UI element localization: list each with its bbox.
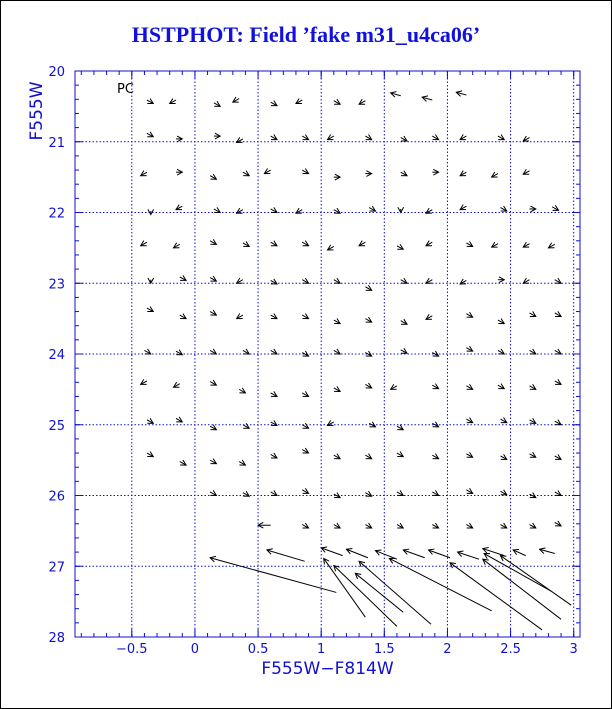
displacement-vector — [180, 460, 186, 465]
displacement-vector — [328, 245, 334, 250]
displacement-vector — [346, 549, 367, 558]
displacement-vector — [555, 349, 561, 354]
displacement-vector — [432, 135, 438, 140]
y-tick-labels — [48, 65, 65, 646]
displacement-vector — [466, 452, 472, 457]
displacement-vector — [460, 205, 466, 210]
displacement-vector — [210, 239, 216, 244]
displacement-vector — [555, 379, 561, 384]
displacement-vector — [466, 418, 472, 423]
displacement-vector — [432, 422, 438, 427]
displacement-vector — [523, 136, 529, 141]
displacement-vector — [170, 98, 176, 103]
displacement-vector — [365, 317, 371, 322]
displacement-vector — [365, 351, 371, 356]
displacement-vector — [334, 278, 340, 283]
displacement-vector — [432, 523, 438, 528]
displacement-vector — [530, 418, 536, 423]
displacement-vector — [397, 523, 403, 528]
displacement-vector — [296, 98, 302, 103]
displacement-vector — [500, 490, 506, 495]
displacement-vector — [302, 169, 308, 174]
displacement-vector — [141, 379, 147, 384]
displacement-vector — [210, 425, 216, 430]
displacement-vector — [365, 135, 371, 140]
displacement-vector — [555, 311, 561, 316]
displacement-vector — [552, 205, 558, 210]
displacement-vector — [426, 278, 432, 283]
displacement-vector — [460, 279, 466, 284]
displacement-vector — [271, 490, 277, 495]
displacement-vector — [210, 490, 216, 495]
displacement-vector — [530, 384, 536, 389]
displacement-vector — [302, 314, 308, 319]
displacement-vector — [397, 244, 403, 249]
displacement-vector — [398, 207, 404, 212]
displacement-vector — [391, 384, 397, 389]
displacement-vector — [210, 276, 216, 281]
y-tick-label: 20 — [48, 65, 65, 80]
displacement-vector — [243, 349, 249, 354]
x-axis-title: F555W−F814W — [261, 659, 394, 679]
displacement-vector — [334, 566, 397, 627]
displacement-vector — [426, 314, 432, 319]
displacement-vector — [148, 209, 154, 214]
displacement-vector — [365, 454, 371, 459]
displacement-vector — [302, 448, 308, 453]
displacement-vector — [555, 454, 561, 459]
displacement-vector — [243, 171, 249, 176]
displacement-vector — [321, 547, 342, 556]
displacement-vector — [302, 391, 308, 396]
displacement-vector — [210, 349, 216, 354]
y-tick-label: 23 — [48, 277, 65, 293]
displacement-vector — [359, 241, 365, 246]
displacement-vector — [271, 101, 277, 106]
displacement-vector — [500, 206, 506, 211]
displacement-vector — [548, 243, 554, 248]
y-tick-label: 24 — [48, 348, 65, 363]
displacement-vector — [334, 318, 340, 323]
displacement-vector — [147, 452, 153, 457]
displacement-vector — [173, 243, 179, 248]
displacement-vector — [365, 285, 371, 290]
displacement-vector — [466, 523, 472, 528]
displacement-vector — [365, 523, 371, 528]
displacement-vector — [466, 241, 472, 246]
displacement-vector — [210, 556, 336, 592]
displacement-vector — [500, 523, 506, 528]
displacement-vector — [391, 92, 401, 98]
chart-title: HSTPHOT: Field ’fake m31_u4ca06’ — [131, 22, 481, 47]
displacement-vector — [334, 454, 340, 459]
panel-label: PC — [117, 82, 134, 97]
displacement-vector — [264, 169, 270, 174]
y-tick-label: 25 — [48, 418, 65, 434]
displacement-vector — [401, 171, 407, 176]
x-tick-label: 0.5 — [247, 642, 269, 657]
displacement-vector — [513, 550, 526, 556]
displacement-vector — [173, 382, 179, 387]
displacement-vector — [555, 490, 561, 495]
displacement-vector — [555, 278, 561, 283]
displacement-vector — [432, 169, 438, 175]
displacement-vector — [500, 454, 506, 459]
displacement-vector — [460, 171, 466, 176]
displacement-vector — [214, 133, 220, 139]
displacement-vector — [302, 241, 308, 246]
displacement-vector — [210, 459, 216, 464]
y-tick-label: 27 — [48, 560, 65, 576]
x-tick-label: −0.5 — [116, 642, 148, 657]
displacement-vector — [401, 319, 407, 324]
displacement-vector — [302, 278, 308, 283]
displacement-vector — [498, 349, 504, 354]
displacement-vector — [466, 312, 472, 317]
displacement-vector — [369, 422, 375, 427]
displacement-vector — [432, 490, 438, 495]
vector-shaft — [334, 566, 397, 627]
displacement-vector — [147, 418, 153, 423]
displacement-vector — [180, 275, 186, 280]
displacement-vector — [214, 207, 220, 212]
displacement-vector — [401, 278, 407, 283]
displacement-vector — [302, 135, 308, 140]
displacement-vector — [334, 523, 340, 528]
displacement-vector — [530, 452, 536, 457]
y-tick-label: 28 — [48, 631, 65, 646]
displacement-vector — [530, 206, 536, 212]
displacement-vector — [530, 311, 536, 316]
displacement-vector — [271, 241, 277, 246]
displacement-vector — [176, 205, 182, 210]
displacement-vector — [214, 101, 220, 106]
displacement-vector — [302, 423, 308, 428]
displacement-vector — [492, 242, 498, 247]
displacement-vector — [271, 453, 277, 458]
displacement-vector — [147, 132, 153, 137]
displacement-vector — [334, 386, 340, 391]
displacement-vector — [432, 351, 438, 356]
displacement-vector — [302, 351, 308, 356]
x-tick-label: 2.5 — [500, 642, 521, 657]
displacement-vector — [237, 314, 243, 319]
displacement-vector — [498, 384, 504, 389]
x-tick-labels — [116, 642, 578, 657]
displacement-vector — [141, 171, 147, 176]
displacement-vector — [334, 349, 340, 354]
displacement-vector — [144, 349, 150, 354]
displacement-vector — [359, 99, 365, 104]
displacement-vector — [498, 318, 504, 323]
displacement-vector — [239, 388, 245, 393]
displacement-vector — [523, 278, 529, 283]
displacement-vector — [460, 135, 466, 140]
displacement-vector — [555, 521, 561, 526]
displacement-vector — [359, 561, 431, 624]
displacement-vector — [432, 454, 438, 459]
displacement-vector — [555, 420, 561, 425]
displacement-vector — [365, 383, 371, 388]
displacement-vector — [258, 522, 271, 528]
displacement-vector — [375, 550, 396, 559]
displacement-vector — [432, 384, 438, 389]
displacement-vector — [210, 174, 216, 179]
displacement-vector — [458, 551, 479, 559]
x-tick-label: 1 — [317, 642, 326, 657]
displacement-vector — [334, 99, 340, 104]
x-tick-label: 2 — [443, 642, 452, 657]
x-tick-label: 0 — [190, 642, 200, 657]
displacement-vector — [422, 96, 432, 102]
vector-shaft — [483, 559, 561, 619]
displacement-vector — [500, 418, 506, 423]
y-tick-label: 22 — [48, 206, 65, 222]
displacement-vector — [147, 306, 153, 311]
y-tick-label: 21 — [48, 135, 65, 151]
displacement-vector — [334, 493, 340, 498]
displacement-vector — [243, 241, 249, 246]
displacement-vector — [141, 241, 147, 246]
displacement-vector — [148, 278, 154, 283]
displacement-vector — [456, 91, 466, 97]
x-tick-label: 3 — [569, 642, 578, 657]
displacement-vector — [210, 310, 216, 315]
vector-shaft — [210, 558, 336, 593]
displacement-vector — [426, 241, 432, 246]
displacement-vector — [243, 423, 249, 428]
vector-series — [141, 91, 572, 630]
displacement-vector — [271, 207, 277, 212]
y-tick-label: 26 — [48, 489, 65, 505]
displacement-vector — [365, 171, 371, 177]
displacement-vector — [530, 349, 536, 354]
displacement-vector — [271, 349, 277, 354]
displacement-vector — [397, 452, 403, 457]
displacement-vector — [498, 135, 504, 140]
displacement-vector — [176, 417, 182, 422]
displacement-vector — [540, 548, 555, 554]
displacement-vector — [302, 523, 308, 528]
displacement-vector — [237, 278, 243, 283]
displacement-vector — [466, 384, 472, 389]
displacement-vector — [210, 380, 216, 385]
displacement-vector — [324, 558, 366, 617]
displacement-vector — [403, 549, 424, 558]
displacement-vector — [466, 488, 472, 493]
displacement-vector — [397, 490, 403, 495]
displacement-vector — [369, 206, 375, 211]
displacement-vector — [271, 314, 277, 319]
displacement-vector — [334, 174, 340, 180]
displacement-vector — [498, 277, 504, 283]
displacement-vector — [397, 425, 403, 430]
displacement-vector — [466, 346, 472, 351]
displacement-vector — [147, 98, 153, 103]
displacement-vector — [239, 460, 245, 465]
displacement-vector — [233, 97, 239, 102]
displacement-vector — [176, 136, 182, 142]
displacement-vector — [271, 135, 277, 140]
displacement-vector — [302, 488, 308, 493]
displacement-vector — [530, 523, 536, 528]
vector-shaft — [324, 558, 366, 617]
displacement-vector — [401, 348, 407, 353]
displacement-vector — [523, 169, 529, 174]
vector-shaft — [359, 561, 431, 624]
displacement-vector — [176, 169, 182, 175]
y-axis-title: F555W — [27, 81, 47, 141]
x-tick-label: 1.5 — [373, 642, 395, 657]
displacement-vector — [267, 549, 305, 562]
displacement-vector — [401, 136, 407, 141]
displacement-vector — [483, 559, 561, 619]
displacement-vector — [523, 242, 529, 247]
displacement-vector — [328, 135, 334, 140]
vector-shaft — [267, 550, 305, 561]
displacement-vector — [180, 314, 186, 319]
displacement-vector — [492, 172, 498, 177]
displacement-vector — [429, 549, 450, 558]
displacement-vector — [271, 391, 277, 396]
